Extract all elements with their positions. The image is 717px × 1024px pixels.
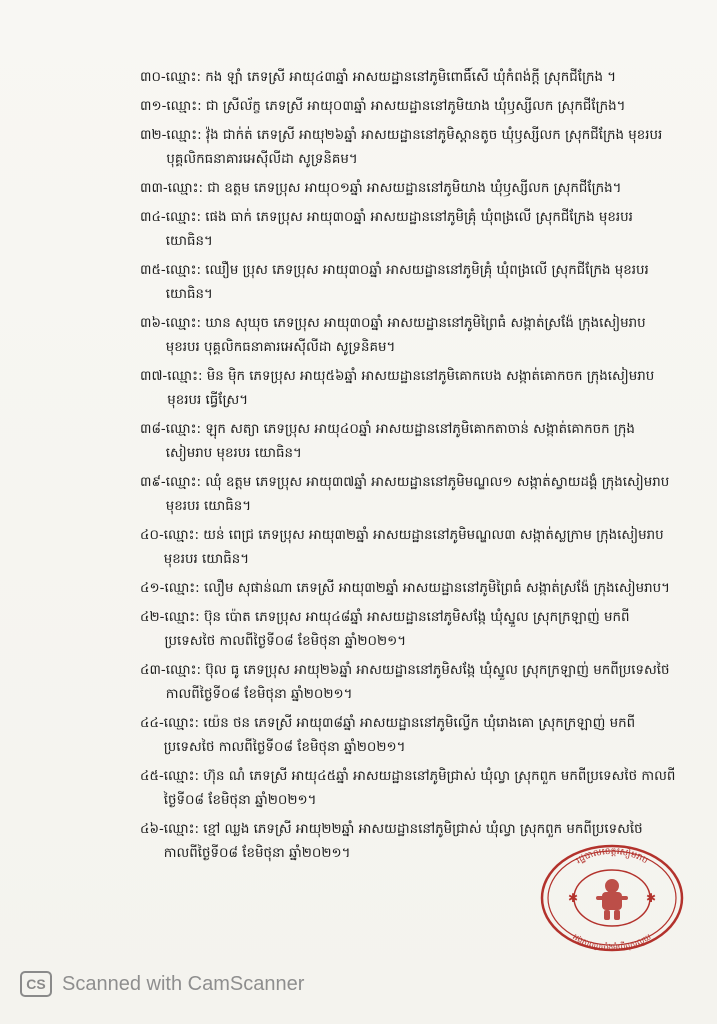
entry-number: ៤១-	[140, 581, 165, 596]
entry-item	[140, 312, 680, 360]
entry-item	[140, 177, 680, 201]
entry-item	[140, 66, 680, 90]
entry-number: ៤២-	[140, 610, 165, 625]
entry-item	[140, 95, 680, 119]
svg-text:អង្គភាពប្រឆាំងអំពើពុករលួយ	[571, 932, 653, 952]
entry-text: ឈ្មោះ: ផេង ធាក់ ភេទប្រុស អាយុ៣០ឆ្នាំ អាសយដ្ឋាននៅភូមិគ្រុំ ឃុំពង្រលើ ស្រុកជីក្រែង មុខរបរ យោធិន។	[165, 210, 633, 249]
entry-item	[140, 659, 680, 707]
svg-text:✱: ✱	[646, 891, 657, 905]
entry-number: ៣៨-	[140, 422, 166, 437]
entry-number: ៣៩-	[140, 475, 166, 490]
stamp-top-text: រដ្ឋបាលខេត្តសៀមរាប	[574, 846, 650, 867]
entry-number: ៣៧-	[140, 369, 168, 384]
entry-number: ៣១-	[140, 99, 167, 114]
entry-text: ឈ្មោះ: ប៊ុល ធូ ភេទប្រុស អាយុ២៦ឆ្នាំ អាសយដ្ឋាននៅភូមិសង្កែ ឃុំស្នួល ស្រុកក្រឡាញ់ មកពីប្រទេសថៃ កាលពីថ្ងៃទី០៨ ខែមិថុនា ឆ្នាំ២០២១។	[165, 663, 670, 702]
entry-item	[140, 606, 680, 654]
entry-number: ៣៦-	[140, 316, 166, 331]
entry-item	[140, 365, 680, 413]
entry-number: ៣៣-	[140, 181, 168, 196]
entry-number: ៤០-	[140, 528, 164, 543]
entry-text: ឈ្មោះ: ឡុក សត្យា ភេទប្រុស អាយុ៤០ឆ្នាំ អាសយដ្ឋាននៅភូមិគោកតាចាន់ សង្កាត់គោកចក ក្រុងសៀមរាប មុខរបរ យោធិន។	[165, 422, 635, 461]
entry-text: ឈ្មោះ: ឈឿម ប្រុស ភេទប្រុស អាយុ៣០ឆ្នាំ អាសយដ្ឋាននៅភូមិគ្រុំ ឃុំពង្រលើ ស្រុកជីក្រែង មុខរបរ យោធិន។	[165, 263, 649, 302]
entry-item	[140, 471, 680, 519]
entry-number: ៤៤-	[140, 716, 164, 731]
entry-number: ៣២-	[140, 128, 167, 143]
entries-list	[140, 66, 680, 871]
entry-text: ឈ្មោះ: មិន ម៉ិក ភេទប្រុស អាយុ៥៦ឆ្នាំ អាសយដ្ឋាននៅភូមិគោកបេង សង្កាត់គោកចក ក្រុងសៀមរាប មុខរបរ ធ្វើស្រែ។	[167, 369, 655, 408]
entry-text: ឈ្មោះ: លឿម សុផាន់ណា ភេទស្រី អាយុ៣២ឆ្នាំ អាសយដ្ឋាននៅភូមិព្រៃធំ សង្កាត់ស្រង៉ែ ក្រុងសៀមរាប។	[164, 581, 670, 596]
camscanner-logo-icon: CS	[20, 971, 52, 997]
entry-text: ឈ្មោះ: យន់ ពេជ្រ ភេទប្រុស អាយុ៣២ឆ្នាំ អាសយដ្ឋាននៅភូមិមណ្ឌល៣ សង្កាត់ស្លក្រាម ក្រុងសៀមរាប មុខរបរ យោធិន។	[163, 528, 664, 567]
official-stamp	[538, 842, 686, 954]
entry-text: ឈ្មោះ: ឈុំ ឧត្តម ភេទប្រុស អាយុ៣៧ឆ្នាំ អាសយដ្ឋាននៅភូមិមណ្ឌល១ សង្កាត់ស្វាយដង្គំ ក្រុងសៀមរាប មុខរបរ យោធិន។	[165, 475, 670, 514]
entry-number: ៤៣-	[140, 663, 166, 678]
entry-item	[140, 259, 680, 307]
entry-text: ឈ្មោះ: ខ្មៅ ឈ្លង ភេទស្រី អាយុ២២ឆ្នាំ អាសយដ្ឋាននៅភូមិជ្រាស់ ឃុំល្វា ស្រុកពួក មកពីប្រទេសថៃ កាលពីថ្ងៃទី០៨ ខែមិថុនា ឆ្នាំ២០២១។	[163, 822, 643, 861]
entry-item	[140, 524, 680, 572]
entry-text: ឈ្មោះ: ជា ស្រីល័ក្ខ ភេទស្រី អាយុ០៣ឆ្នាំ អាសយដ្ឋាននៅភូមិយាង ឃុំឫស្សីលក ស្រុកជីក្រែង។	[166, 99, 626, 114]
entry-text: ឈ្មោះ: វ៉ុង ជាក់ត់ ភេទស្រី អាយុ២៦ឆ្នាំ អាសយដ្ឋាននៅភូមិស្តានតូច ឃុំឫស្សីលក ស្រុកជីក្រែង មុខរបរ បុគ្គលិកធនាគារអេស៊ីលីដា សូទ្រនិគម។	[166, 128, 663, 167]
entry-number: ៤៦-	[140, 822, 164, 837]
entry-item	[140, 206, 680, 254]
entry-text: ឈ្មោះ: ប៊ុន ប៉ោត ភេទប្រុស អាយុ៤៨ឆ្នាំ អាសយដ្ឋាននៅភូមិសង្កែ ឃុំស្នួល ស្រុកក្រឡាញ់ មកពីប្រទេសថៃ កាលពីថ្ងៃទី០៨ ខែមិថុនា ឆ្នាំ២០២១។	[164, 610, 630, 649]
entry-text: ឈ្មោះ: ហ៊ុន ណំ ភេទស្រី អាយុ៤៥ឆ្នាំ អាសយដ្ឋាននៅភូមិជ្រាស់ ឃុំល្វា ស្រុកពួក មកពីប្រទេសថៃ កាលពីថ្ងៃទី០៨ ខែមិថុនា ឆ្នាំ២០២១។	[163, 769, 676, 808]
entry-number: ៤៥-	[140, 769, 164, 784]
entry-item	[140, 712, 680, 760]
entry-number: ៣០-	[140, 70, 166, 85]
entry-text: ឈ្មោះ: កង ឡាំ ភេទស្រី អាយុ៤៣ឆ្នាំ អាសយដ្ឋាននៅភូមិពោធិ៍សើ ឃុំកំពង់ក្តី ស្រុកជីក្រែង ។	[165, 70, 617, 85]
stamp-bottom-text: អង្គភាពប្រឆាំងអំពើពុករលួយ	[571, 932, 653, 953]
entry-number: ៣៥-	[140, 263, 166, 278]
camscanner-footer-text: Scanned with CamScanner	[62, 972, 305, 995]
svg-text:✱: ✱	[568, 891, 579, 905]
entry-number: ៣៤-	[140, 210, 166, 225]
entry-text: ឈ្មោះ: យ៉េន ថន ភេទស្រី អាយុ៣៨ឆ្នាំ អាសយដ្ឋាននៅភូមិល្វើក ឃុំរោងគោ ស្រុកក្រឡាញ់ មកពីប្រទេសថៃ កាលពីថ្ងៃទី០៨ ខែមិថុនា ឆ្នាំ២០២១។	[163, 716, 636, 755]
camscanner-footer	[20, 968, 304, 1000]
entry-item	[140, 418, 680, 466]
svg-text:រដ្ឋបាលខេត្តសៀមរាប	[574, 845, 649, 866]
entry-item	[140, 124, 680, 172]
entry-text: ឈ្មោះ: ឃាន សុឃុច ភេទប្រុស អាយុ៣០ឆ្នាំ អាសយដ្ឋាននៅភូមិព្រៃធំ សង្កាត់ស្រង៉ែ ក្រុងសៀមរាប មុខរបរ បុគ្គលិកធនាគារអេស៊ីលីដា សូទ្រនិគម។	[165, 316, 646, 355]
entry-text: ឈ្មោះ: ជា ឧត្តម ភេទប្រុស អាយុ០១ឆ្នាំ អាសយដ្ឋាននៅភូមិយាង ឃុំឫស្សីលក ស្រុកជីក្រែង។	[167, 181, 622, 196]
entry-item	[140, 765, 680, 813]
entry-item	[140, 577, 680, 601]
